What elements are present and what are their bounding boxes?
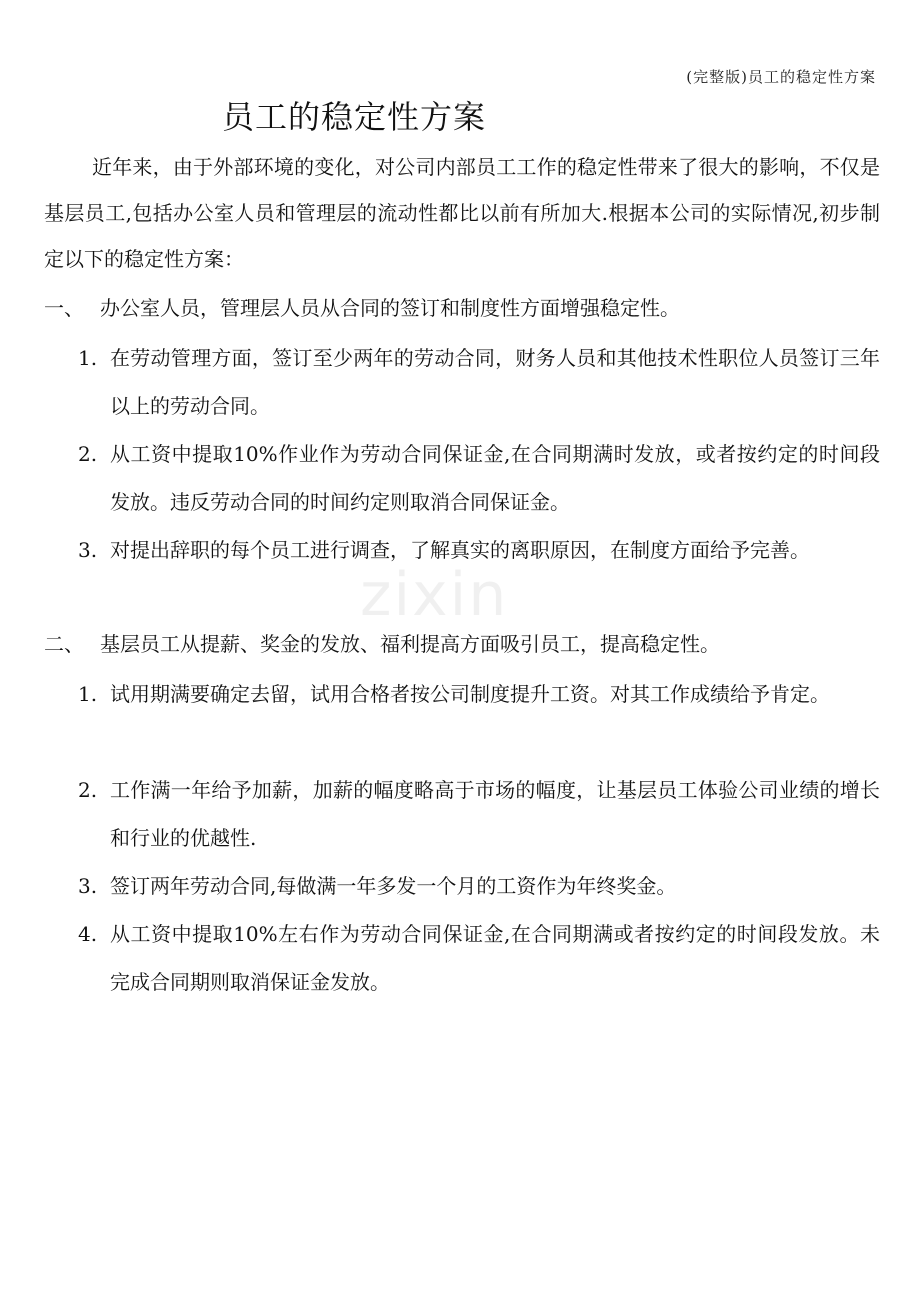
list-item bbox=[78, 766, 880, 862]
list-item-number: 1. bbox=[78, 682, 98, 706]
list-item-number: 4. bbox=[78, 922, 98, 946]
list-item-number: 1. bbox=[78, 346, 98, 370]
page-header: (完整版)员工的稳定性方案 bbox=[686, 68, 876, 86]
list-item-text: 对提出辞职的每个员工进行调查，了解真实的离职原因，在制度方面给予完善。 bbox=[110, 538, 810, 562]
list-item-text: 试用期满要确定去留，试用合格者按公司制度提升工资。对其工作成绩给予肯定。 bbox=[110, 682, 830, 706]
list-item-number: 2. bbox=[78, 778, 98, 802]
list-item bbox=[78, 430, 880, 526]
list-item-text: 在劳动管理方面，签订至少两年的劳动合同，财务人员和其他技术性职位人员签订三年以上的劳动合同。 bbox=[110, 346, 880, 418]
list-item-text: 从工资中提取10%作业作为劳动合同保证金,在合同期满时发放，或者按约定的时间段发放。违反劳动合同的时间约定则取消合同保证金。 bbox=[110, 442, 880, 514]
list-item bbox=[78, 910, 880, 1006]
list-item bbox=[78, 670, 880, 718]
document-title: 员工的稳定性方案 bbox=[222, 98, 487, 136]
list-item-text: 从工资中提取10%左右作为劳动合同保证金,在合同期满或者按约定的时间段发放。未完成合同期则取消保证金发放。 bbox=[110, 922, 880, 994]
section-number: 一、 bbox=[44, 296, 84, 320]
section-number: 二、 bbox=[44, 632, 84, 656]
list-item-text: 签订两年劳动合同,每做满一年多发一个月的工资作为年终奖金。 bbox=[110, 874, 677, 898]
list-item-text: 工作满一年给予加薪，加薪的幅度略高于市场的幅度，让基层员工体验公司业绩的增长和行业的优越性. bbox=[110, 778, 880, 850]
section-heading-2 bbox=[44, 624, 880, 664]
list-item bbox=[78, 862, 880, 910]
list-item bbox=[78, 334, 880, 430]
list-item-number: 3. bbox=[78, 538, 98, 562]
section-heading-text: 办公室人员，管理层人员从合同的签订和制度性方面增强稳定性。 bbox=[100, 296, 680, 320]
list-item-number: 2. bbox=[78, 442, 98, 466]
section-heading-1 bbox=[44, 288, 880, 328]
section-heading-text: 基层员工从提薪、奖金的发放、福利提高方面吸引员工，提高稳定性。 bbox=[100, 632, 720, 656]
intro-paragraph: 近年来，由于外部环境的变化，对公司内部员工工作的稳定性带来了很大的影响，不仅是基层员工,包括办公室人员和管理层的流动性都比以前有所加大.根据本公司的实际情况,初步制定以下的稳定性方案： bbox=[44, 155, 880, 271]
watermark: zixin bbox=[360, 560, 509, 630]
list-item-number: 3. bbox=[78, 874, 98, 898]
